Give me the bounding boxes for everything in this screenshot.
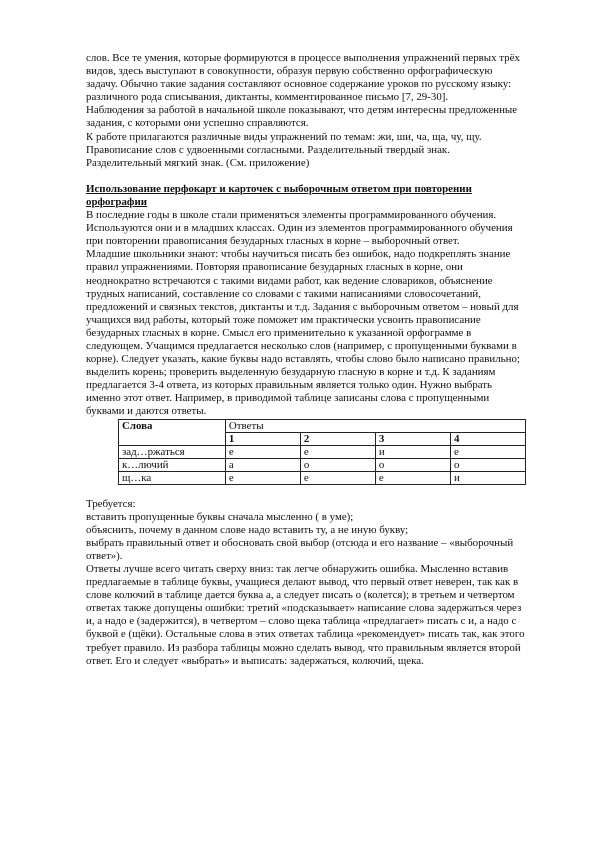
document-page bbox=[86, 52, 526, 668]
row-answer: и bbox=[375, 445, 450, 458]
row-answer: е bbox=[300, 445, 375, 458]
paragraph-body-1: В последние годы в школе стали применяться элементы программированного обучения. Используются они и в младших классах. Один из элементов программированного обучения при повторении правописания безударных гласных в корне – выборочный ответ. bbox=[86, 209, 513, 248]
row-word: щ…ка bbox=[119, 471, 226, 484]
paragraph-intro-5: Разделительный мягкий знак. (См. приложение) bbox=[86, 156, 310, 169]
row-answer: е bbox=[300, 471, 375, 484]
paragraph-intro-1: слов. Все те умения, которые формируются в процессе выполнения упражнений первых трёх видов, здесь выступают в совокупности, образуя первую собственно орфографическую задачу. Обычно такие задания составляют основное содержание уроков по русскому языку: различного рода списывания, диктанты, комментированное письмо [7, 29-30]. bbox=[86, 52, 520, 104]
row-answer: о bbox=[375, 458, 450, 471]
row-word: к…лючий bbox=[119, 458, 226, 471]
paragraph-intro-2: Наблюдения за работой в начальной школе показывают, что детям интересны предложенные задания, с которыми они успешно справляются. bbox=[86, 104, 518, 130]
task-label: Требуется: bbox=[86, 497, 136, 510]
answer-number: 4 bbox=[450, 432, 525, 445]
answers-table bbox=[118, 419, 526, 485]
row-answer: о bbox=[300, 458, 375, 471]
section-heading: Использование перфокарт и карточек с выборочным ответом при повторении орфографии bbox=[86, 182, 472, 208]
answer-number: 3 bbox=[375, 432, 450, 445]
paragraph-intro-4: Правописание слов с удвоенными согласными. Разделительный твердый знак. bbox=[86, 143, 450, 156]
table-row bbox=[119, 471, 526, 484]
header-answers: Ответы bbox=[225, 419, 525, 432]
row-answer: е bbox=[225, 471, 300, 484]
paragraph-body-2: Младшие школьники знают: чтобы научиться писать без ошибок, надо подкреплять знание правил упражнениями. Повторяя правописание безударных гласных в корне, они неоднократно встречаются с такими видами работ, как ведение словариков, объяснение трудных написаний, составление со словами с такими написаниями словосочетаний, предложений и связных текстов, диктанты и т.д. Задания с выборочным ответом – новый для учащихся вид работы, который тоже поможет им практически усвоить правописание безударных гласных в корне. Смысл его применительно к указанной орфограмме в следующем. Учащимся предлагается несколько слов (например, с пропущенными буквами в корне). Следует указать, какие буквы надо вставлять, чтобы слово было написано правильно; выделить корень; проверить выделенную безударную гласную в корне и т.д. К заданиям предлагается 3-4 ответа, из которых правильным является только один. Нужно выбрать именно этот ответ. Например, в приводимой таблице записаны слова с пропущенными буквами и даются ответы. bbox=[86, 248, 520, 418]
answer-number: 1 bbox=[225, 432, 300, 445]
row-answer: и bbox=[450, 471, 525, 484]
row-answer: о bbox=[450, 458, 525, 471]
row-word: зад…ржаться bbox=[119, 445, 226, 458]
table-row bbox=[119, 458, 526, 471]
table-row bbox=[119, 445, 526, 458]
answer-number: 2 bbox=[300, 432, 375, 445]
row-answer: а bbox=[225, 458, 300, 471]
paragraph-intro-3: К работе прилагаются различные виды упражнений по темам: жи, ши, ча, ща, чу, щу. bbox=[86, 130, 482, 143]
row-answer: е bbox=[375, 471, 450, 484]
task-step-3: выбрать правильный ответ и обосновать свой выбор (отсюда и его название – «выборочный ответ»). bbox=[86, 536, 514, 562]
task-step-1: вставить пропущенные буквы сначала мысленно ( в уме); bbox=[86, 510, 354, 523]
table-header-row bbox=[119, 419, 526, 432]
spacer bbox=[86, 485, 526, 498]
paragraph-explanation: Ответы лучше всего читать сверху вниз: так легче обнаружить ошибка. Мысленно вставив предлагаемые в таблице буквы, учащиеся делают вывод, что первый ответ неверен, так как в слове колючий в таблице дается буква а, а следует писать о (колется); в третьем и четвертом ответах также допущены ошибки: третий «подсказывает» написание слова задержаться через и, а надо е (задержится), в четвертом – слово щека таблица «предлагает» писать с и, а надо с буквой е (щёки). Остальные слова в этих ответах таблица «рекомендует» писать так, как этого требует правило. Из разбора таблицы можно сделать вывод, что правильным является второй ответ. Его и следует «выбрать» и выписать: задержаться, колючий, щека. bbox=[86, 563, 525, 667]
header-words: Слова bbox=[119, 419, 226, 445]
row-answer: е bbox=[225, 445, 300, 458]
spacer bbox=[86, 170, 526, 183]
row-answer: е bbox=[450, 445, 525, 458]
task-step-2: объяснить, почему в данном слове надо вставить ту, а не иную букву; bbox=[86, 523, 409, 536]
